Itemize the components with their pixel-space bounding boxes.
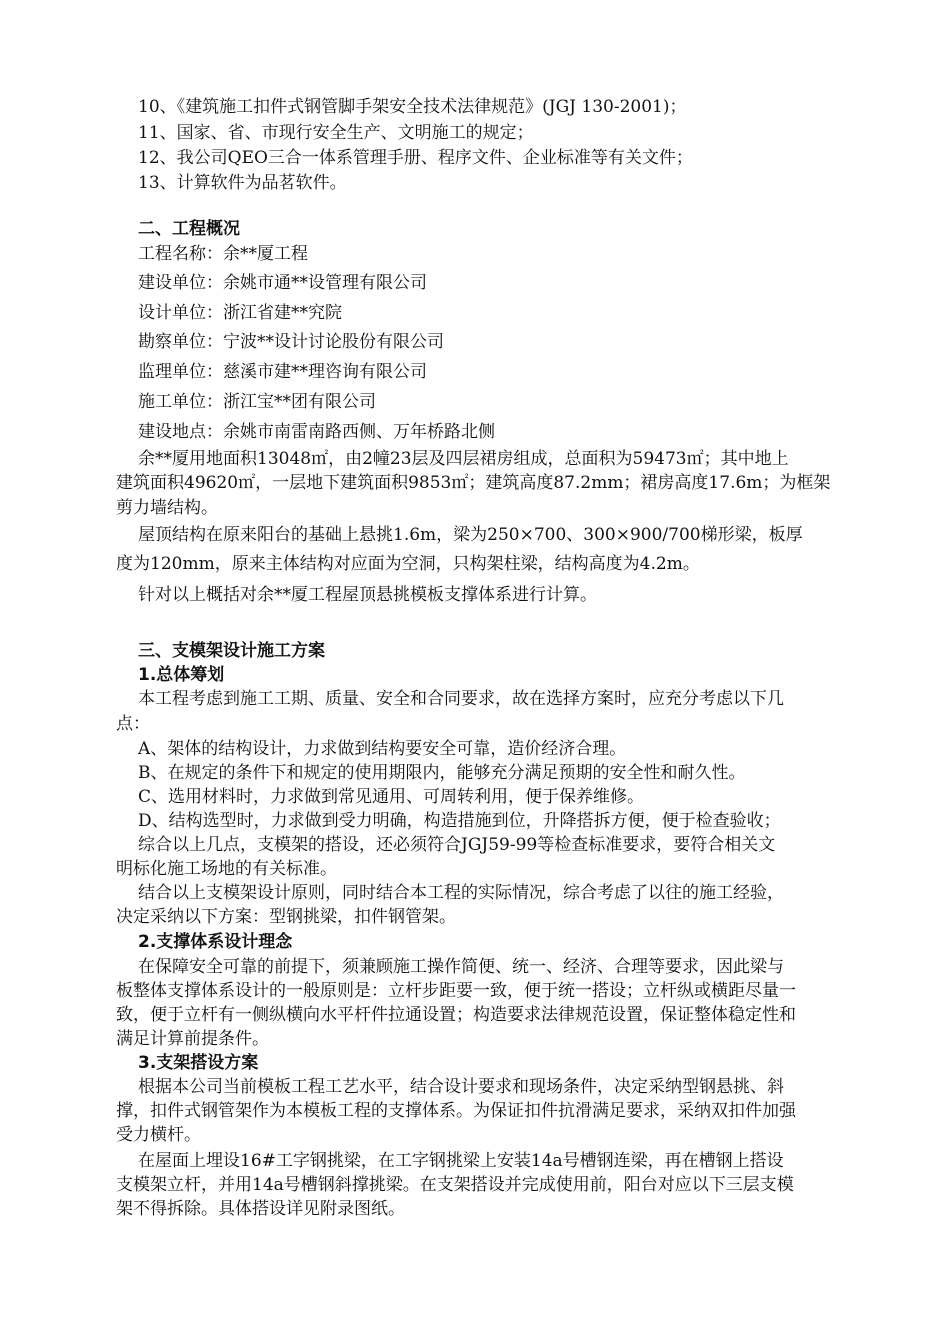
installation-line: 支模架立杆，并用14a号槽钢斜撑挑梁。在支架搭设并完成使用前，阳台对应以下三层支模 [116,1175,794,1195]
planning-item: C、选用材料时，力求做到常见通用、可周转利用，便于保养维修。 [138,787,645,807]
roof-paragraph-line: 度为120mm，原来主体结构对应面为空洞，只构架柱梁，结构高度为4.2m。 [116,554,700,574]
installation-line: 在屋面上埋设16#工字钢挑梁，在工字钢挑梁上安装14a号槽钢连梁，再在槽钢上搭设 [138,1151,784,1171]
installation-line: 架不得拆除。具体搭设详见附录图纸。 [116,1199,405,1219]
calculation-paragraph: 针对以上概括对余**厦工程屋顶悬挑模板支撑体系进行计算。 [138,585,597,605]
support-scheme-line: 受力横杆。 [116,1125,201,1145]
reference-item: 11、国家、省、市现行安全生产、文明施工的规定； [138,123,534,143]
standards-paragraph-line: 明标化施工场地的有关标准。 [116,859,337,879]
planning-item: A、架体的结构设计，力求做到结构要安全可靠，造价经济合理。 [138,739,627,759]
developer-field: 建设单位：余姚市通**设管理有限公司 [138,273,427,293]
supervisor-field: 监理单位：慈溪市建**理咨询有限公司 [138,362,427,382]
planning-intro-line: 点： [116,714,150,734]
reference-item: 10、《建筑施工扣件式钢管脚手架安全技术法律规范》(JGJ 130-2001)； [138,97,687,117]
subsection-heading: 1.总体筹划 [138,665,225,685]
subsection-heading: 2.支撑体系设计理念 [138,932,293,952]
design-concept-line: 满足计算前提条件。 [116,1029,269,1049]
project-name-field: 工程名称：余**厦工程 [138,244,308,264]
design-concept-line: 致，便于立杆有一侧纵横向水平杆件拉通设置；构造要求法律规范设置，保证整体稳定性和 [116,1005,796,1025]
location-field: 建设地点：余姚市南雷南路西侧、万年桥路北侧 [138,422,495,442]
planning-item: B、在规定的条件下和规定的使用期限内，能够充分满足预期的安全性和耐久性。 [138,763,746,783]
section-heading: 二、工程概况 [138,219,240,239]
decision-paragraph-line: 结合以上支模架设计原则，同时结合本工程的实际情况，综合考虑了以往的施工经验， [138,883,784,903]
overview-paragraph-line: 余**厦用地面积13048㎡，由2幢23层及四层裙房组成，总面积为59473㎡；其中地上 [138,449,789,469]
decision-paragraph-line: 决定采纳以下方案：型钢挑梁，扣件钢管架。 [116,907,456,927]
section-heading: 三、支模架设计施工方案 [138,641,325,661]
reference-item: 12、我公司QEO三合一体系管理手册、程序文件、企业标准等有关文件； [138,148,693,168]
design-concept-line: 板整体支撑体系设计的一般原则是：立杆步距要一致，便于统一搭设；立杆纵或横距尽量一 [116,981,796,1001]
surveyor-field: 勘察单位：宁波**设计讨论股份有限公司 [138,332,444,352]
contractor-field: 施工单位：浙江宝**团有限公司 [138,392,376,412]
designer-field: 设计单位：浙江省建**究院 [138,303,342,323]
support-scheme-line: 撑，扣件式钢管架作为本模板工程的支撑体系。为保证扣件抗滑满足要求，采纳双扣件加强 [116,1101,796,1121]
planning-item: D、结构选型时，力求做到受力明确，构造措施到位，升降搭拆方便，便于检查验收； [138,811,781,831]
reference-item: 13、计算软件为品茗软件。 [138,173,347,193]
standards-paragraph-line: 综合以上几点，支模架的搭设，还必须符合JGJ59-99等检查标准要求，要符合相关文 [138,835,776,855]
design-concept-line: 在保障安全可靠的前提下，须兼顾施工操作简便、统一、经济、合理等要求，因此梁与 [138,957,784,977]
overview-paragraph-line: 剪力墙结构。 [116,498,218,518]
subsection-heading: 3.支架搭设方案 [138,1053,259,1073]
support-scheme-line: 根据本公司当前模板工程工艺水平，结合设计要求和现场条件，决定采纳型钢悬挑、斜 [138,1077,784,1097]
overview-paragraph-line: 建筑面积49620㎡，一层地下建筑面积9853㎡；建筑高度87.2mm；裙房高度17.6m；为框架 [116,473,831,493]
planning-intro-line: 本工程考虑到施工工期、质量、安全和合同要求，故在选择方案时，应充分考虑以下几 [138,689,784,709]
roof-paragraph-line: 屋顶结构在原来阳台的基础上悬挑1.6m，梁为250×700、300×900/700梯形梁，板厚 [138,525,803,545]
